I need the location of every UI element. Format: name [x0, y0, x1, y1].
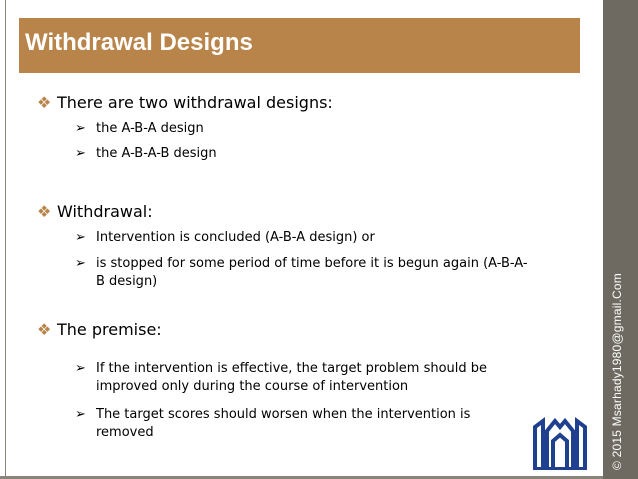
book-building-logo-icon: [531, 413, 589, 471]
arrow-bullet-icon: ➢: [75, 121, 86, 136]
diamond-bullet-icon: ❖: [37, 320, 52, 339]
list-item: ➢ The target scores should worsen when the intervention is removed: [75, 407, 471, 440]
section-heading-1: ❖ There are two withdrawal designs:: [37, 93, 333, 112]
slide-title: Withdrawal Designs: [25, 29, 253, 56]
left-border-line: [5, 0, 6, 479]
list-item: ➢ the A-B-A-B design: [75, 146, 217, 161]
arrow-bullet-icon: ➢: [75, 256, 86, 271]
arrow-bullet-icon: ➢: [75, 230, 86, 245]
section-heading-3: ❖ The premise:: [37, 320, 162, 339]
section-heading-2: ❖ Withdrawal:: [37, 202, 153, 221]
arrow-bullet-icon: ➢: [75, 407, 86, 422]
list-item: ➢ If the intervention is effective, the target problem should be improved only during the course of intervention: [75, 361, 488, 394]
title-bar: [19, 18, 580, 73]
diamond-bullet-icon: ❖: [37, 202, 52, 221]
list-item: ➢ Intervention is concluded (A-B-A design) or: [75, 230, 375, 245]
arrow-bullet-icon: ➢: [75, 361, 86, 376]
diamond-bullet-icon: ❖: [37, 93, 52, 112]
list-item: ➢ the A-B-A design: [75, 121, 204, 136]
copyright-notice: © 2015 Msarhady1980@gmail.Com: [610, 273, 624, 470]
arrow-bullet-icon: ➢: [75, 146, 86, 161]
list-item: ➢ is stopped for some period of time before it is begun again (A-B-A-B design): [75, 256, 528, 289]
